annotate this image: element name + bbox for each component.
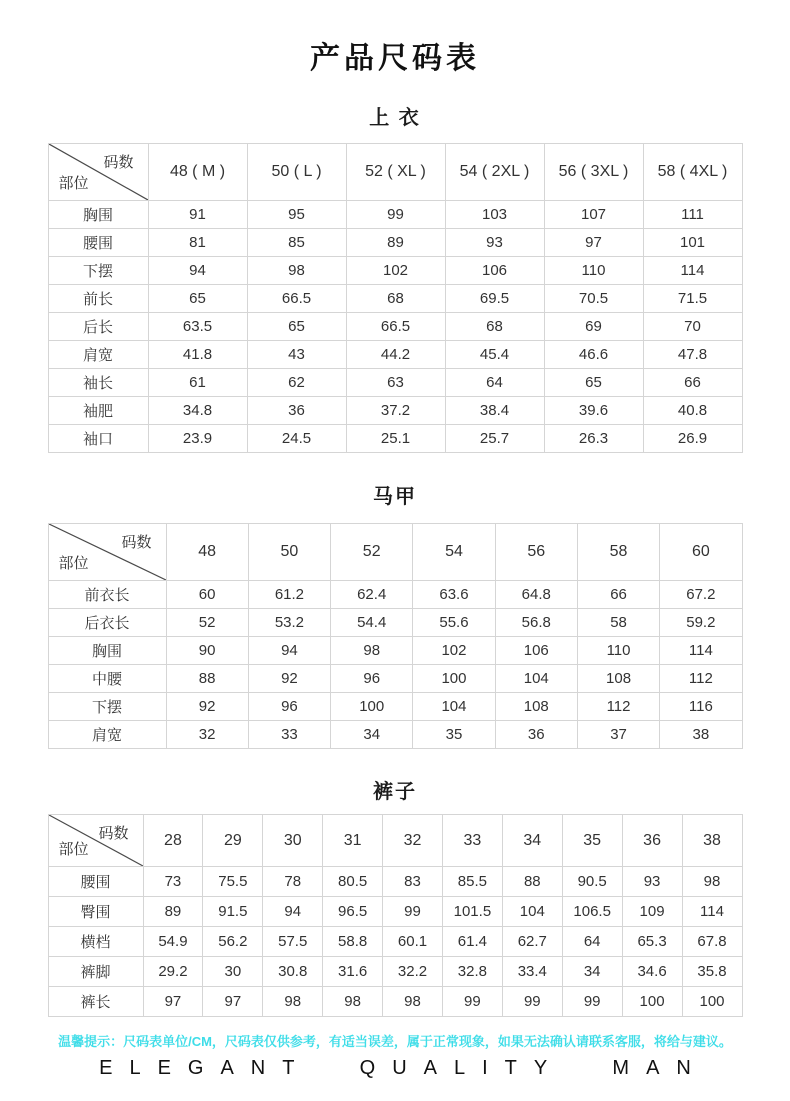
measurement-value: 65 [247,313,346,341]
size-column-header: 29 [203,815,263,867]
measurement-value: 57.5 [263,927,323,957]
size-column-header: 56 [495,524,577,581]
table-row [48,897,742,927]
size-column-header: 60 [660,524,742,581]
page-footer [0,1035,790,1078]
measurement-value: 106 [445,257,544,285]
measurement-value: 116 [660,693,742,721]
measurement-value: 36 [495,721,577,749]
measurement-value: 99 [502,987,562,1017]
table-row [48,369,742,397]
measurement-value: 92 [248,665,330,693]
size-column-header: 50 ( L ) [247,144,346,201]
measurement-value: 100 [413,665,495,693]
measurement-value: 101.5 [442,897,502,927]
measurement-value: 97 [544,229,643,257]
measurement-value: 98 [331,637,413,665]
measurement-value: 102 [413,637,495,665]
table-row [48,609,742,637]
size-column-header: 32 [383,815,443,867]
measurement-label: 腰围 [48,229,148,257]
measurement-value: 30 [203,957,263,987]
measurement-value: 67.8 [682,927,742,957]
measurement-value: 98 [383,987,443,1017]
measurement-value: 53.2 [248,609,330,637]
measurement-value: 58.8 [323,927,383,957]
size-column-header: 38 [682,815,742,867]
measurement-value: 25.7 [445,425,544,453]
measurement-value: 94 [248,637,330,665]
size-column-header: 30 [263,815,323,867]
measurement-value: 88 [502,867,562,897]
measurement-value: 65 [544,369,643,397]
size-column-header: 52 ( XL ) [346,144,445,201]
measurement-value: 34.6 [622,957,682,987]
measurement-value: 35 [413,721,495,749]
measurement-value: 98 [682,867,742,897]
footer-tip: 温馨提示：尺码表单位/CM，尺码表仅供参考，有适当误差，属于正常现象，如果无法确认请联系客服，将给与建议。 [58,1034,732,1049]
measurement-label: 肩宽 [48,721,166,749]
measurement-value: 32.2 [383,957,443,987]
measurement-value: 69 [544,313,643,341]
table-row [48,987,742,1017]
measurement-value: 90.5 [562,867,622,897]
measurement-value: 39.6 [544,397,643,425]
size-column-header: 31 [323,815,383,867]
measurement-label: 肩宽 [48,341,148,369]
measurement-value: 46.6 [544,341,643,369]
table-row [48,313,742,341]
measurement-value: 99 [383,897,443,927]
measurement-value: 89 [346,229,445,257]
measurement-value: 60 [166,581,248,609]
measurement-value: 112 [660,665,742,693]
measurement-label: 胸围 [48,637,166,665]
measurement-value: 44.2 [346,341,445,369]
measurement-value: 38 [660,721,742,749]
measurement-value: 33 [248,721,330,749]
measurement-value: 61.4 [442,927,502,957]
measurement-value: 61 [148,369,247,397]
measurement-value: 98 [323,987,383,1017]
table-row [48,201,742,229]
measurement-value: 64.8 [495,581,577,609]
measurement-value: 98 [263,987,323,1017]
measurement-value: 114 [682,897,742,927]
measurement-value: 102 [346,257,445,285]
measurement-value: 106 [495,637,577,665]
measurement-value: 23.9 [148,425,247,453]
measurement-value: 54.4 [331,609,413,637]
size-table [48,523,743,749]
size-column-header: 58 ( 4XL ) [643,144,742,201]
measurement-value: 58 [577,609,659,637]
table-row [48,665,742,693]
measurement-value: 41.8 [148,341,247,369]
measurement-value: 91 [148,201,247,229]
measurement-label: 裤长 [48,987,143,1017]
measurement-label: 袖长 [48,369,148,397]
corner-size-label: 码数 [103,154,134,171]
measurement-value: 30.8 [263,957,323,987]
measurement-value: 25.1 [346,425,445,453]
table-row [48,341,742,369]
size-column-header: 34 [502,815,562,867]
measurement-value: 96 [248,693,330,721]
measurement-value: 85 [247,229,346,257]
measurement-label: 胸围 [48,201,148,229]
measurement-label: 后衣长 [48,609,166,637]
measurement-value: 26.9 [643,425,742,453]
measurement-value: 78 [263,867,323,897]
table-title: 马甲 [373,486,417,508]
measurement-value: 68 [346,285,445,313]
measurement-value: 65 [148,285,247,313]
table-row [48,957,742,987]
corner-cell [48,524,166,581]
measurement-value: 91.5 [203,897,263,927]
measurement-label: 袖肥 [48,397,148,425]
measurement-value: 104 [495,665,577,693]
measurement-label: 裤脚 [48,957,143,987]
measurement-value: 93 [445,229,544,257]
measurement-value: 32.8 [442,957,502,987]
size-column-header: 36 [622,815,682,867]
measurement-value: 29.2 [143,957,203,987]
table-row [48,721,742,749]
size-column-header: 58 [577,524,659,581]
measurement-value: 81 [148,229,247,257]
measurement-value: 73 [143,867,203,897]
measurement-value: 101 [643,229,742,257]
size-column-header: 56 ( 3XL ) [544,144,643,201]
measurement-value: 96 [331,665,413,693]
table-row [48,425,742,453]
table-row [48,229,742,257]
measurement-value: 55.6 [413,609,495,637]
measurement-label: 前长 [48,285,148,313]
table-row [48,867,742,897]
size-column-header: 35 [562,815,622,867]
measurement-value: 71.5 [643,285,742,313]
header-row [48,144,742,201]
measurement-value: 100 [331,693,413,721]
size-table-section [0,487,790,749]
measurement-value: 92 [166,693,248,721]
measurement-value: 26.3 [544,425,643,453]
measurement-value: 89 [143,897,203,927]
measurement-value: 38.4 [445,397,544,425]
measurement-label: 臀围 [48,897,143,927]
measurement-value: 70.5 [544,285,643,313]
measurement-value: 64 [562,927,622,957]
table-title: 上 衣 [369,107,421,129]
measurement-label: 横档 [48,927,143,957]
measurement-value: 68 [445,313,544,341]
page-title: 产品尺码表 [310,42,480,75]
measurement-value: 37 [577,721,659,749]
size-column-header: 33 [442,815,502,867]
measurement-label: 前衣长 [48,581,166,609]
measurement-value: 61.2 [248,581,330,609]
size-table-section [0,108,790,453]
measurement-value: 70 [643,313,742,341]
size-table [48,143,743,453]
measurement-value: 111 [643,201,742,229]
measurement-value: 64 [445,369,544,397]
size-column-header: 54 [413,524,495,581]
measurement-value: 99 [346,201,445,229]
measurement-value: 52 [166,609,248,637]
corner-part-label: 部位 [58,841,89,858]
measurement-value: 24.5 [247,425,346,453]
measurement-value: 100 [682,987,742,1017]
measurement-value: 75.5 [203,867,263,897]
measurement-value: 94 [263,897,323,927]
measurement-value: 83 [383,867,443,897]
table-row [48,927,742,957]
measurement-value: 66.5 [346,313,445,341]
measurement-value: 88 [166,665,248,693]
size-column-header: 54 ( 2XL ) [445,144,544,201]
table-row [48,397,742,425]
measurement-value: 34 [562,957,622,987]
table-row [48,285,742,313]
measurement-value: 36 [247,397,346,425]
measurement-value: 56.2 [203,927,263,957]
table-row [48,693,742,721]
measurement-value: 98 [247,257,346,285]
measurement-value: 107 [544,201,643,229]
measurement-value: 104 [413,693,495,721]
measurement-value: 95 [247,201,346,229]
size-table-section [0,782,790,1017]
corner-size-label: 码数 [121,534,152,551]
table-row [48,257,742,285]
measurement-value: 110 [544,257,643,285]
measurement-value: 43 [247,341,346,369]
size-column-header: 50 [248,524,330,581]
header-row [48,524,742,581]
measurement-value: 109 [622,897,682,927]
table-row [48,637,742,665]
size-table [48,814,743,1017]
measurement-value: 80.5 [323,867,383,897]
measurement-value: 37.2 [346,397,445,425]
measurement-label: 袖口 [48,425,148,453]
measurement-value: 99 [562,987,622,1017]
size-column-header: 28 [143,815,203,867]
measurement-label: 腰围 [48,867,143,897]
measurement-value: 62 [247,369,346,397]
measurement-value: 63.6 [413,581,495,609]
measurement-value: 56.8 [495,609,577,637]
measurement-value: 35.8 [682,957,742,987]
measurement-value: 114 [643,257,742,285]
measurement-value: 65.3 [622,927,682,957]
measurement-value: 90 [166,637,248,665]
measurement-value: 32 [166,721,248,749]
measurement-value: 106.5 [562,897,622,927]
measurement-value: 93 [622,867,682,897]
measurement-label: 下摆 [48,693,166,721]
measurement-value: 34 [331,721,413,749]
measurement-value: 97 [143,987,203,1017]
measurement-value: 108 [577,665,659,693]
corner-size-label: 码数 [98,825,129,842]
table-row [48,581,742,609]
corner-part-label: 部位 [58,175,89,192]
corner-cell [48,815,143,867]
measurement-value: 33.4 [502,957,562,987]
measurement-value: 34.8 [148,397,247,425]
measurement-value: 112 [577,693,659,721]
header-row [48,815,742,867]
measurement-value: 66 [643,369,742,397]
measurement-value: 69.5 [445,285,544,313]
measurement-value: 54.9 [143,927,203,957]
measurement-label: 中腰 [48,665,166,693]
measurement-value: 85.5 [442,867,502,897]
measurement-value: 62.7 [502,927,562,957]
brand-text: ELEGANT QUALITY MAN [99,1057,708,1079]
measurement-value: 62.4 [331,581,413,609]
corner-cell [48,144,148,201]
measurement-value: 45.4 [445,341,544,369]
measurement-value: 60.1 [383,927,443,957]
measurement-value: 99 [442,987,502,1017]
measurement-value: 110 [577,637,659,665]
measurement-value: 114 [660,637,742,665]
measurement-value: 66.5 [247,285,346,313]
measurement-value: 40.8 [643,397,742,425]
corner-part-label: 部位 [58,555,89,572]
measurement-value: 108 [495,693,577,721]
size-column-header: 48 ( M ) [148,144,247,201]
measurement-label: 下摆 [48,257,148,285]
measurement-value: 63.5 [148,313,247,341]
tables-container [0,108,790,1017]
measurement-value: 59.2 [660,609,742,637]
measurement-value: 100 [622,987,682,1017]
size-column-header: 52 [331,524,413,581]
measurement-value: 94 [148,257,247,285]
measurement-value: 31.6 [323,957,383,987]
size-column-header: 48 [166,524,248,581]
measurement-value: 67.2 [660,581,742,609]
measurement-value: 97 [203,987,263,1017]
measurement-label: 后长 [48,313,148,341]
measurement-value: 66 [577,581,659,609]
measurement-value: 104 [502,897,562,927]
measurement-value: 96.5 [323,897,383,927]
measurement-value: 47.8 [643,341,742,369]
table-title: 裤子 [373,781,417,803]
measurement-value: 103 [445,201,544,229]
measurement-value: 63 [346,369,445,397]
